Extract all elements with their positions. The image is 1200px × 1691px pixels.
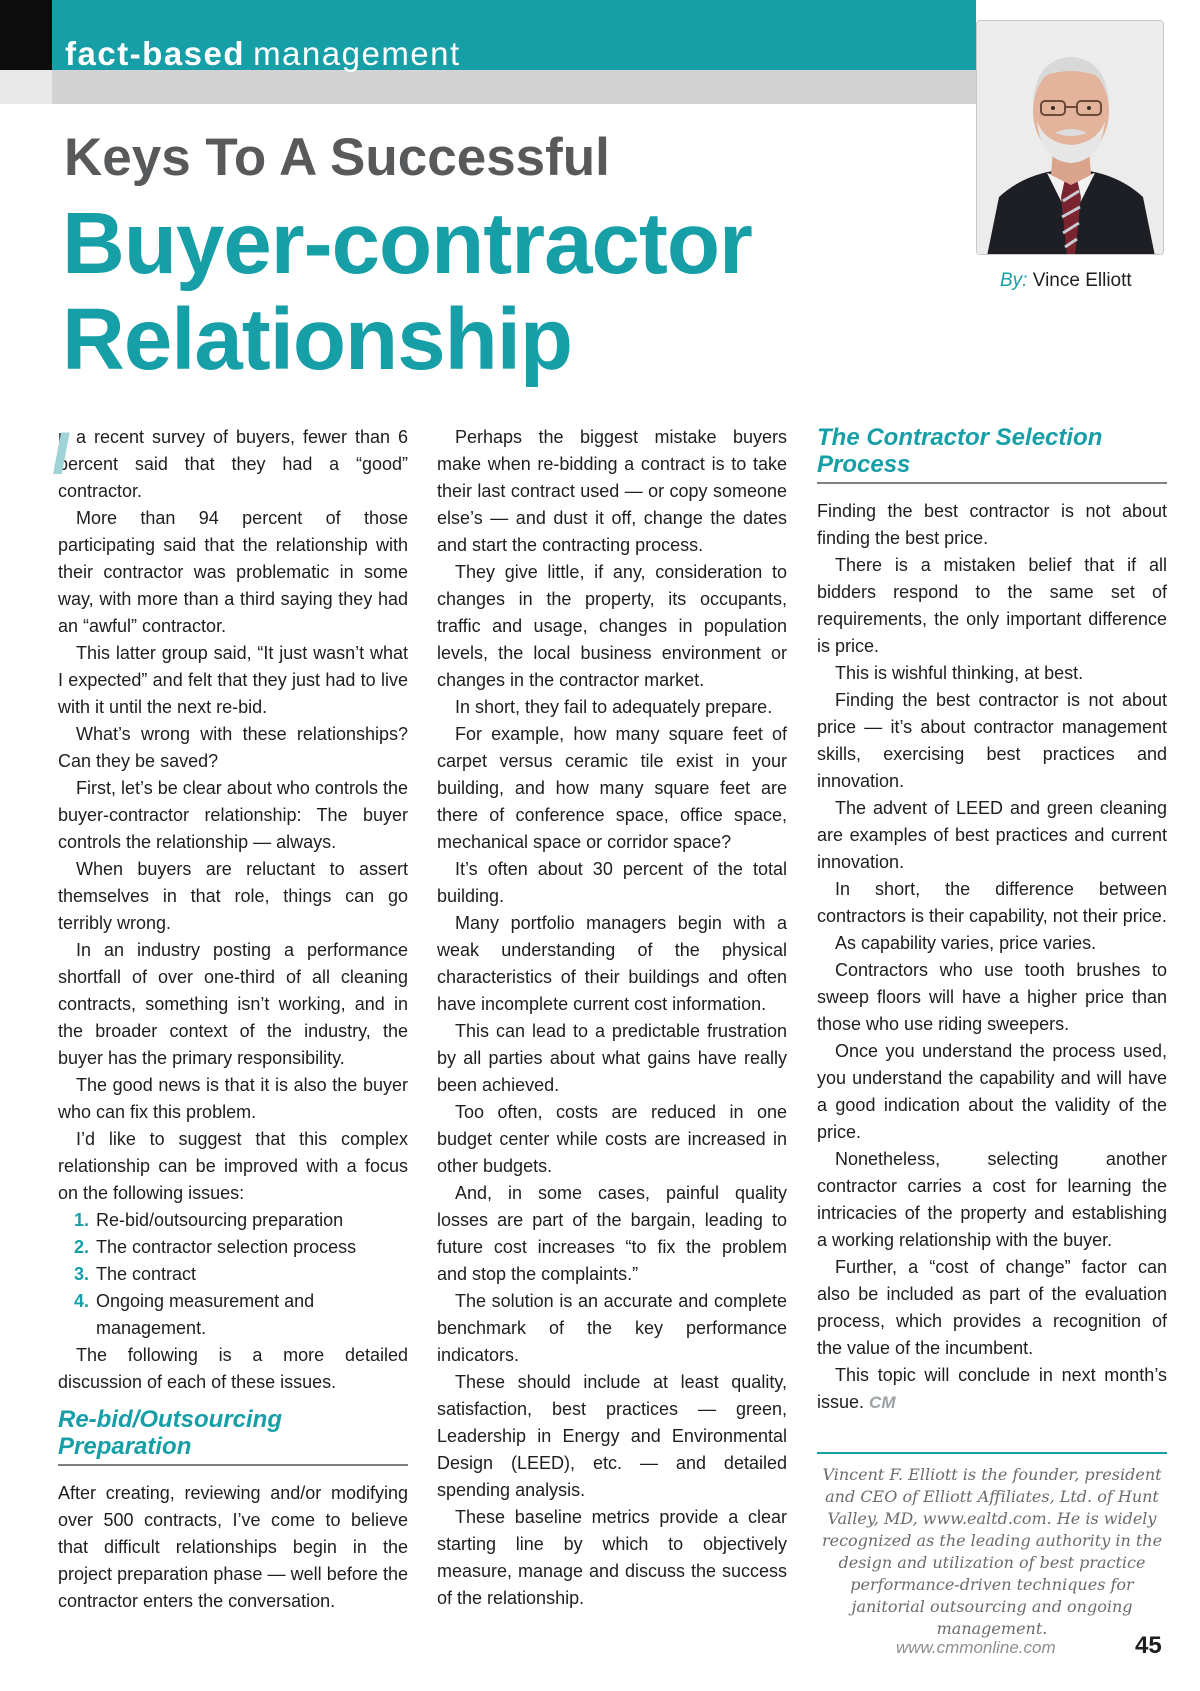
list-number: 1. <box>74 1210 90 1230</box>
page-number: 45 <box>1135 1632 1162 1659</box>
paragraph: As capability varies, price varies. <box>835 933 1097 953</box>
footer-url: www.cmmonline.com <box>896 1638 1056 1657</box>
section-label-light: management <box>253 35 461 72</box>
paragraph: There is a mistaken belief that if all bidders respond to the same set of requirements, the only important difference is price. <box>817 555 1167 656</box>
list-item <box>74 1261 408 1288</box>
paragraph: After creating, reviewing and/or modifying over 500 contracts, I’ve come to believe that difficult relationships begin in the project preparation phase — well before the contractor enters the conversation. <box>58 1483 408 1611</box>
paragraph: These baseline metrics provide a clear starting line by which to objectively measure, manage and discuss the success of the relationship. <box>437 1507 787 1608</box>
paragraph-text: This topic will conclude in next month’s issue. <box>817 1365 1167 1412</box>
end-mark: CM <box>869 1393 896 1412</box>
paragraph: It’s often about 30 percent of the total building. <box>437 859 787 906</box>
subhead-contractor-selection: The Contractor Selection Process <box>817 424 1167 484</box>
list-number: 2. <box>74 1237 90 1257</box>
paragraph: Contractors who use tooth brushes to sweep floors will have a higher price than those who use riding sweepers. <box>817 960 1167 1034</box>
drop-cap: I <box>52 420 69 487</box>
subhead-rebid: Re-bid/Outsourcing Preparation <box>58 1406 408 1466</box>
paragraph: This can lead to a predictable frustration by all parties about what gains have really been achieved. <box>437 1021 787 1095</box>
article-kicker: Keys To A Successful <box>64 128 610 187</box>
paragraph <box>52 420 408 505</box>
headline-line-2: Relationship <box>62 291 573 388</box>
paragraph: Many portfolio managers begin with a weak understanding of the physical characteristics of their buildings and often have incomplete current cost information. <box>437 913 787 1014</box>
paragraph: Once you understand the process used, you understand the capability and will have a good indication about the validity of the price. <box>817 1041 1167 1142</box>
author-bio: Vincent F. Elliott is the founder, president and CEO of Elliott Affiliates, Ltd. of Hunt Valley, MD, www.ealtd.com. He is widely recognized as the leading authority in the design and utilization of best practice performance-driven techniques for janitorial outsourcing and ongoing management. <box>817 1452 1167 1640</box>
section-label-bold: fact-based <box>65 35 246 72</box>
paragraph: Too often, costs are reduced in one budget center while costs are increased in other budgets. <box>437 1102 787 1176</box>
body-column-2 <box>437 424 787 1612</box>
section-label <box>65 34 461 74</box>
paragraph: The following is a more detailed discussion of each of these issues. <box>58 1345 408 1392</box>
paragraph: Nonetheless, selecting another contractor carries a cost for learning the intricacies of the property and establishing a working relationship with the buyer. <box>817 1149 1167 1250</box>
author-photo <box>976 20 1164 255</box>
paragraph: The advent of LEED and green cleaning are examples of best practices and current innovation. <box>817 798 1167 872</box>
paragraph: In short, the difference between contractors is their capability, not their price. <box>817 879 1167 926</box>
paragraph: This latter group said, “It just wasn’t what I expected” and felt that they just had to live with it until the next re-bid. <box>58 643 408 717</box>
paragraph: These should include at least quality, satisfaction, best practices — green, Leadership in Energy and Environmental Design (LEED), etc. — and detailed spending analysis. <box>437 1372 787 1500</box>
paragraph: Further, a “cost of change” factor can also be included as part of the evaluation process, which provides a recognition of the value of the incumbent. <box>817 1257 1167 1358</box>
list-number: 4. <box>74 1291 90 1311</box>
body-column-3 <box>817 424 1167 1416</box>
paragraph: For example, how many square feet of carpet versus ceramic tile exist in your building, and how many square feet are there of conference space, office space, mechanical space or corridor space? <box>437 724 787 852</box>
list-text: The contract <box>96 1264 197 1284</box>
body-column-1 <box>52 420 408 1615</box>
paragraph: Finding the best contractor is not about finding the best price. <box>817 501 1167 548</box>
list-text: The contractor selection process <box>96 1237 357 1257</box>
paragraph: This is wishful thinking, at best. <box>835 663 1084 683</box>
paragraph: I’d like to suggest that this complex relationship can be improved with a focus on the following issues: <box>58 1129 408 1203</box>
header-subband <box>52 70 976 104</box>
paragraph: In short, they fail to adequately prepare. <box>455 697 773 717</box>
list-text: Re-bid/outsourcing preparation <box>96 1210 344 1230</box>
paragraph: More than 94 percent of those participating said that the relationship with their contractor was problematic in some way, with more than a third saying they had an “awful” contractor. <box>58 508 408 636</box>
paragraph: The solution is an accurate and complete benchmark of the key performance indicators. <box>437 1291 787 1365</box>
list-item <box>74 1207 408 1234</box>
author-portrait-icon <box>977 21 1164 255</box>
list-number: 3. <box>74 1264 90 1284</box>
paragraph: And, in some cases, painful quality losses are part of the bargain, leading to future cost increases “to fix the problem and stop the complaints.” <box>437 1183 787 1284</box>
list-item <box>74 1234 408 1261</box>
paragraph: Perhaps the biggest mistake buyers make when re-bidding a contract is to take their last contract used — or copy someone else’s — and dust it off, change the dates and start the contracting process. <box>437 427 787 555</box>
paragraph: What’s wrong with these relationships? Can they be saved? <box>58 724 408 771</box>
byline-author: Vince Elliott <box>1032 270 1132 291</box>
byline <box>1000 270 1132 292</box>
header-subband-left <box>0 70 52 104</box>
article-headline <box>62 196 752 388</box>
list-text: Ongoing measurement and management. <box>96 1291 315 1338</box>
paragraph-text: n a recent survey of buyers, fewer than 6 percent said that they had a “good” contractor. <box>58 427 408 501</box>
paragraph: When buyers are reluctant to assert themselves in that role, things can go terribly wrong. <box>58 859 408 933</box>
list-item <box>74 1288 408 1342</box>
paragraph: Finding the best contractor is not about price — it’s about contractor management skills, exercising best practices and innovation. <box>817 690 1167 791</box>
paragraph: First, let’s be clear about who controls the buyer-contractor relationship: The buyer controls the relationship — always. <box>58 778 408 852</box>
headline-line-1: Buyer-contractor <box>62 195 752 292</box>
paragraph: They give little, if any, consideration to changes in the property, its occupants, traffic and usage, changes in population levels, the local business environment or changes in the contractor market. <box>437 562 787 690</box>
paragraph <box>817 1362 1167 1416</box>
paragraph: The good news is that it is also the buyer who can fix this problem. <box>58 1075 408 1122</box>
byline-prefix: By: <box>1000 270 1028 291</box>
issues-list <box>58 1207 408 1342</box>
paragraph: In an industry posting a performance shortfall of over one-third of all cleaning contracts, something isn’t working, and in the broader context of the industry, the buyer has the primary responsibility. <box>58 940 408 1068</box>
header-band-notch <box>0 0 52 70</box>
